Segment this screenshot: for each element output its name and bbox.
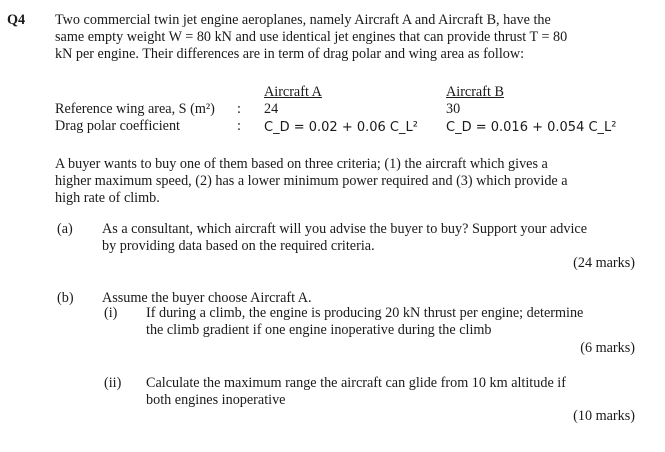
intro-line-1: Two commercial twin jet engine aeroplanes, namely Aircraft A and Aircraft B, have the	[55, 12, 551, 28]
part-a-marks: (24 marks)	[573, 255, 635, 271]
part-a-label: (a)	[57, 221, 73, 237]
wing-area-a: 24	[264, 101, 279, 117]
intro-line-2: same empty weight W = 80 kN and use identical jet engines that can provide thrust T = 80	[55, 29, 568, 45]
drag-polar-separator: :	[237, 118, 241, 134]
intro-line-3: kN per engine. Their differences are in term of drag polar and wing area as follow:	[55, 46, 525, 62]
wing-area-separator: :	[237, 101, 241, 117]
part-b-i-line-1: If during a climb, the engine is producing 20 kN thrust per engine; determine	[146, 305, 584, 321]
wing-area-label: Reference wing area, S (m²)	[55, 101, 215, 117]
aircraft-a-header: Aircraft A	[264, 84, 322, 100]
drag-polar-a: C_D = 0.02 + 0.06 C_L²	[264, 120, 418, 135]
part-b-i-label: (i)	[104, 305, 118, 321]
wing-area-b: 30	[446, 101, 461, 117]
part-b-ii-marks: (10 marks)	[573, 408, 635, 424]
criteria-line-3: high rate of climb.	[55, 190, 160, 206]
question-number: Q4	[7, 12, 26, 28]
part-b-label: (b)	[57, 290, 74, 306]
part-b-i-marks: (6 marks)	[580, 340, 635, 356]
part-b-ii-label: (ii)	[104, 375, 122, 391]
criteria-line-1: A buyer wants to buy one of them based on three criteria; (1) the aircraft which gives a	[55, 156, 548, 172]
criteria-line-2: higher maximum speed, (2) has a lower minimum power required and (3) which provide a	[55, 173, 568, 189]
drag-polar-label: Drag polar coefficient	[55, 118, 180, 134]
part-b-i-line-2: the climb gradient if one engine inoperative during the climb	[146, 322, 492, 338]
part-b-ii-line-2: both engines inoperative	[146, 392, 286, 408]
drag-polar-b: C_D = 0.016 + 0.054 C_L²	[446, 120, 617, 135]
part-b-text: Assume the buyer choose Aircraft A.	[102, 290, 312, 306]
part-b-ii-line-1: Calculate the maximum range the aircraft can glide from 10 km altitude if	[146, 375, 566, 391]
part-a-line-1: As a consultant, which aircraft will you advise the buyer to buy? Support your advice	[102, 221, 588, 237]
aircraft-b-header: Aircraft B	[446, 84, 504, 100]
part-a-line-2: by providing data based on the required criteria.	[102, 238, 375, 254]
